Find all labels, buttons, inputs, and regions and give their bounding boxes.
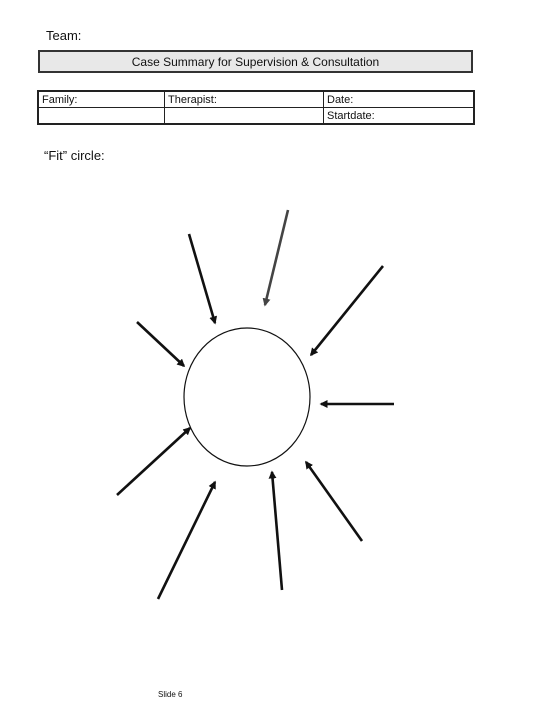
form-title-text: Case Summary for Supervision & Consultation xyxy=(131,54,380,69)
fit-circle-label: “Fit” circle: xyxy=(44,148,105,163)
arrow-top xyxy=(265,210,288,305)
arrow-bottom xyxy=(272,472,282,590)
family-label: Family: xyxy=(38,91,165,108)
arrow-bottom-left xyxy=(158,482,215,599)
therapist-label: Therapist: xyxy=(165,91,324,108)
arrow-left xyxy=(137,322,184,366)
arrow-bottom-right xyxy=(306,462,362,541)
arrow-top-right xyxy=(311,266,383,355)
startdate-label: Startdate: xyxy=(324,108,475,125)
date-label: Date: xyxy=(324,91,475,108)
arrow-top-left xyxy=(189,234,215,323)
arrow-lower-left xyxy=(117,428,190,495)
fit-circle xyxy=(184,328,310,466)
team-label: Team: xyxy=(46,28,82,43)
slide-number: Slide 6 xyxy=(158,690,183,699)
